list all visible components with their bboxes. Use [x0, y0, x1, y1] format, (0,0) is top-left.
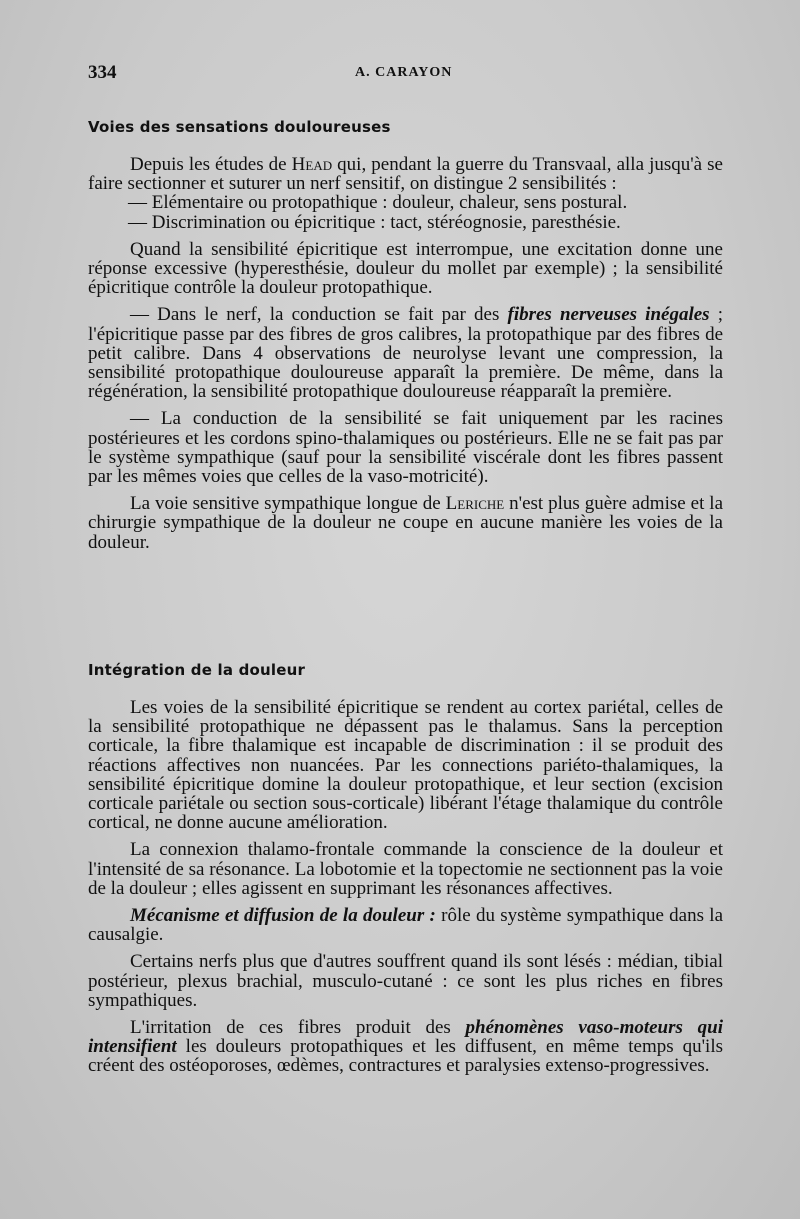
paragraph: La connexion thalamo-frontale commande la conscience de la douleur et l'intensité de sa résonance. La lobotomie et la topectomie ne sectionnent pas la voie de la douleur ; elles agissent en supprimant les résonances affectives.: [88, 839, 723, 899]
section-body-pain-integration: [88, 698, 723, 1076]
paragraph: Les voies de la sensibilité épicritique se rendent au cortex pariétal, celles de la sensibilité protopathique ne dépassent pas le thalamus. Sans la perception corticale, la fibre thalamique est incapable de discrimination : il se produit des réactions affectives non nuancées. Par les connections pariéto-thalamiques, la sensibilité épicritique domine la douleur protopathique, et leur section (excision corticale pariétale ou section sous-corticale) libérant l'étage thalamique du contrôle cortical, ne donne aucune amélioration.: [88, 697, 723, 834]
section-heading-pain-pathways: Voies des sensations douloureuses: [88, 118, 391, 136]
emphasis: Mécanisme et diffusion de la douleur :: [130, 905, 436, 927]
list-item: — Discrimination ou épicritique : tact, stéréognosie, paresthésie.: [128, 211, 621, 233]
text-run: ; l'épicritique passe par des fibres de gros calibres, la protopathique par des fibres de petit calibre. Dans 4 observations de neurolyse levant une compression, la sensibilité protopathique douloureuse apparaît la première. De même, dans la régénération, la sensibilité protopathique douloureuse réapparaît la première.: [88, 304, 724, 403]
page-header: [88, 62, 723, 86]
text-run: — Dans le nerf, la conduction se fait par des: [130, 304, 508, 326]
paragraph: [88, 494, 723, 552]
running-head: A. CARAYON: [355, 65, 453, 80]
text-run: n'est plus guère admise et la chirurgie sympathique de la douleur ne coupe en aucune manière les voies de la douleur.: [88, 493, 724, 553]
text-run: Depuis les études de: [130, 154, 292, 175]
paragraph: [88, 906, 723, 944]
paragraph: Quand la sensibilité épicritique est interrompue, une excitation donne une réponse excessive (hyperesthésie, douleur du mollet par exemple) ; la sensibilité épicritique contrôle la douleur protopathique.: [88, 238, 723, 299]
text-run: les douleurs protopathiques et les diffusent, en même temps qu'ils créent des ostéoporoses, œdèmes, contractures et paralysies extenso-progressives.: [88, 1036, 723, 1077]
author-name-head: Head: [291, 154, 333, 175]
paragraph: [88, 305, 723, 401]
paragraph: — La conduction de la sensibilité se fait uniquement par les racines postérieures et les cordons spino-thalamiques ou postérieurs. Elle ne se fait pas par le système sympathique (sauf pour la sensibilité viscérale dont les fibres passent par les mêmes voies que celles de la vaso-motricité).: [88, 408, 723, 488]
paragraph: [88, 155, 723, 193]
text-run: rôle du système sympathique dans la causalgie.: [88, 905, 723, 946]
emphasis: phénomènes vaso-moteurs qui intensifient: [88, 1017, 723, 1058]
paragraph: [88, 1018, 723, 1076]
author-name-leriche: Leriche: [445, 493, 505, 515]
section-heading-pain-integration: Intégration de la douleur: [88, 661, 306, 679]
text-run: qui, pendant la guerre du Transvaal, alla jusqu'à se faire sectionner et suturer un nerf sensitif, on distingue 2 sensibilités :: [88, 154, 723, 195]
text-run: La voie sensitive sympathique longue de: [130, 493, 446, 515]
emphasis: fibres nerveuses inégales: [507, 304, 710, 326]
page-number: 334: [88, 62, 117, 83]
paragraph: Certains nerfs plus que d'autres souffrent quand ils sont lésés : médian, tibial postérieur, plexus brachial, musculo-cutané : ce sont les plus riches en fibres sympathiques.: [88, 951, 723, 1011]
list-item: — Elémentaire ou protopathique : douleur, chaleur, sens postural.: [128, 192, 628, 214]
text-run: L'irritation de ces fibres produit des: [130, 1017, 466, 1039]
section-body-pain-pathways: [88, 155, 723, 552]
